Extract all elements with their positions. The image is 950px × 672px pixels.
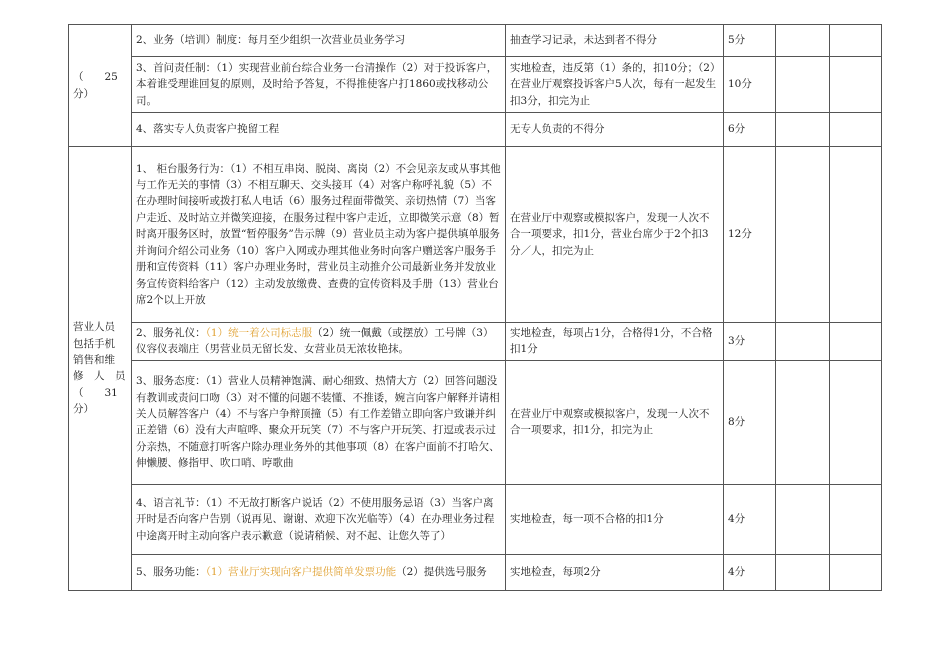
empty-cell [830,323,882,361]
empty-cell [830,147,882,323]
empty-cell [776,360,830,484]
highlighted-clause: （1）营业厅实现向客户提供简单发票功能 [205,566,397,579]
table-row [69,25,882,57]
empty-cell [830,113,882,147]
check-method-cell: 实地检查，违反第（1）条的，扣10分；（2）在营业厅观察投诉客户5人次，每有一起发生扣3分，扣完为止 [506,57,724,113]
standard-cell: 1、 柜台服务行为：（1）不相互串岗、脱岗、离岗（2）不会见亲友或从事其他与工作无关的事情（3）不相互聊天、交头接耳（4）对客户称呼礼貌（5）不在办理时间接听或拨打私人电话（6）服务过程面带微笑、亲切热情（7）当客户走近、及时站立并微笑迎接，在服务过程中客户走近，立即微笑示意（8）暂时离开服务区时，放置“暂停服务”告示牌（9）营业员主动为客户提供填单服务并询问介绍公司业务（10）客户入网或办理其他业务时向客户赠送客户服务手册和宣传资料（11）客户办理业务时，营业员主动推介公司最新业务并发放业务宣传资料给客户（12）主动发放缴费、查费的宣传资料及手册（13）营业台席2个以上开放 [132,147,506,323]
check-method-cell: 实地检查，每项2分 [506,554,724,590]
standard-cell: 3、服务态度：（1）营业人员精神饱满、耐心细致、热情大方（2）回答问题没有教训或责问口吻（3）对不懂的问题不装懂、不推诿，婉言向客户解释并请相关人员解答客户（4）不与客户争辩顶撞（5）有工作差错立即向客户致谦并纠正差错（6）没有大声喧哗、聚众开玩笑（7）不与客户开玩笑、打逗或表示过分亲热，不随意打听客户除办理业务外的其他事项（8）在客户面前不打哈欠、伸懒腰、修指甲、吹口哨、哼歌曲 [132,360,506,484]
empty-cell [830,360,882,484]
standard-cell: 2、服务礼仪：（1）统一着公司标志服（2）统一佩戴（或摆放）工号牌（3）仪容仪表端庄（男营业员无留长发、女营业员无浓妆艳抹。 [132,323,506,361]
check-method-cell: 抽查学习记录，未达到者不得分 [506,25,724,57]
points-cell: 6分 [724,113,776,147]
table-row [69,360,882,484]
category-cell: （ 25 分） [69,25,132,147]
empty-cell [830,484,882,554]
empty-cell [830,57,882,113]
table-row [69,323,882,361]
points-cell: 3分 [724,323,776,361]
empty-cell [776,25,830,57]
category-cell: 营业人员 包括手机 销售和维 修 人 员 （ 31 分） [69,147,132,591]
highlighted-clause: （1）统一着公司标志服 [205,327,313,339]
points-cell: 12分 [724,147,776,323]
check-method-cell: 实地检查，每一项不合格的扣1分 [506,484,724,554]
empty-cell [776,57,830,113]
table-row [69,484,882,554]
empty-cell [776,484,830,554]
table-row [69,554,882,590]
points-cell: 5分 [724,25,776,57]
table-row [69,113,882,147]
check-method-cell: 实地检查，每项占1分，合格得1分，不合格扣1分 [506,323,724,361]
check-method-cell: 无专人负责的不得分 [506,113,724,147]
points-cell: 4分 [724,554,776,590]
empty-cell [830,554,882,590]
empty-cell [776,113,830,147]
points-cell: 10分 [724,57,776,113]
check-method-cell: 在营业厅中观察或模拟客户，发现一人次不合一项要求，扣1分，营业台席少于2个扣3分／人，扣完为止 [506,147,724,323]
empty-cell [776,554,830,590]
standard-cell: 3、首问责任制：（1）实现营业前台综合业务一台清操作（2）对于投诉客户，本着谁受理谁回复的原则，及时给予答复，不得推使客户打1860或找移动公司。 [132,57,506,113]
table-row [69,57,882,113]
standard-cell: 2、业务（培训）制度：每月至少组织一次营业员业务学习 [132,25,506,57]
check-method-cell: 在营业厅中观察或模拟客户，发现一人次不合一项要求，扣1分，扣完为止 [506,360,724,484]
empty-cell [830,25,882,57]
standard-cell: 4、落实专人负责客户挽留工程 [132,113,506,147]
points-cell: 4分 [724,484,776,554]
points-cell: 8分 [724,360,776,484]
empty-cell [776,147,830,323]
scoring-table [68,24,882,591]
standard-cell: 4、语言礼节：（1）不无故打断客户说话（2）不使用服务忌语（3）当客户离开时是否向客户告别（说再见、谢谢、欢迎下次光临等）（4）在办理业务过程中途离开时主动向客户表示歉意（说请稍候、对不起、让您久等了） [132,484,506,554]
standard-cell: 5、服务功能：（1）营业厅实现向客户提供简单发票功能（2）提供选号服务 [132,554,506,590]
table-row [69,147,882,323]
empty-cell [776,323,830,361]
